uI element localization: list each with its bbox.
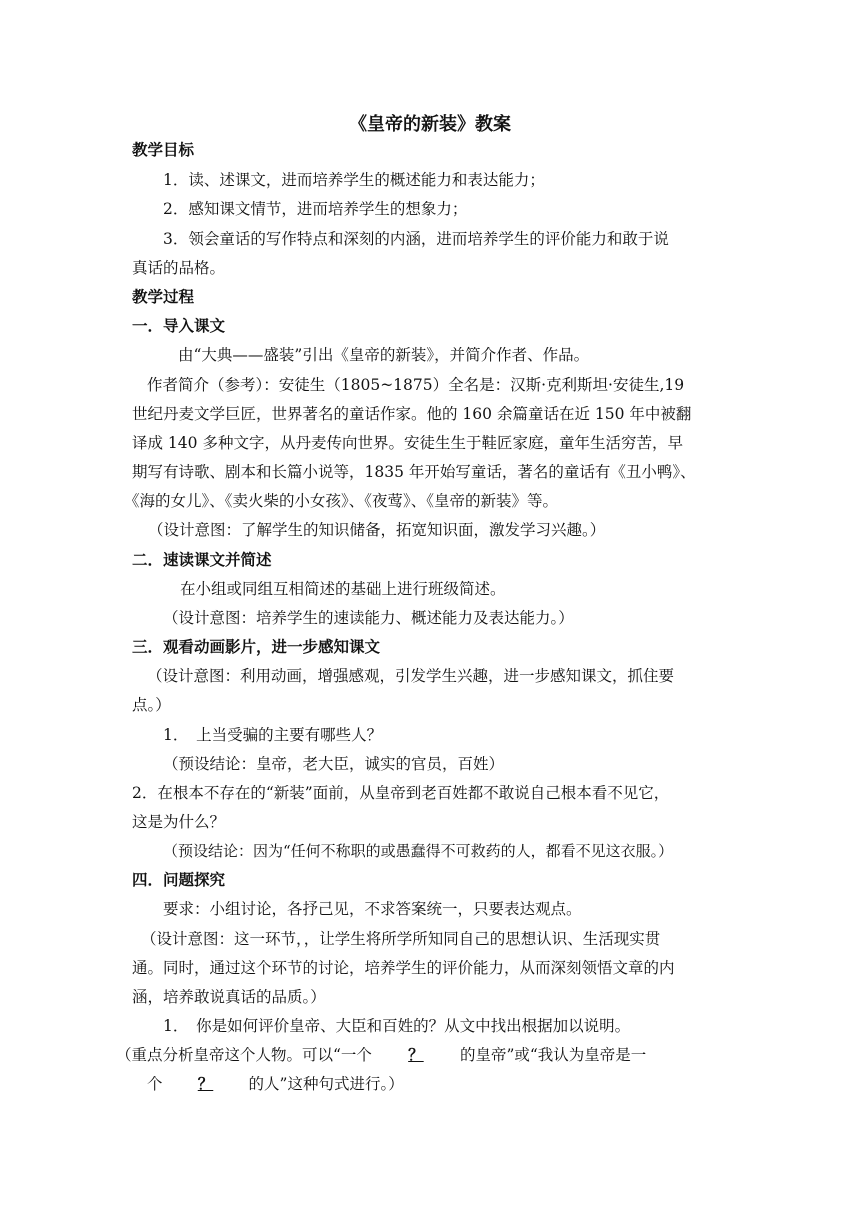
paragraph-line: 1．读、述课文，进而培养学生的概述能力和表达能力； — [163, 171, 545, 189]
text-segment: 的皇帝”或“我认为皇帝是一 — [459, 1046, 647, 1064]
paragraph-line: 真话的品格。 — [132, 259, 226, 277]
paragraph-line: 期写有诗歌、剧本和长篇小说等，1835 年开始写童话，著名的童话有《丑小鸭》、 — [132, 463, 696, 481]
fill-blank: ？ — [408, 1045, 424, 1064]
text-segment: （重点分析皇帝这个人物。可以“一个 — [116, 1046, 372, 1064]
section-heading: 二．速读课文并简述 — [132, 551, 272, 569]
section-heading: 三．观看动画影片，进一步感知课文 — [132, 638, 381, 656]
section-heading: 四．问题探究 — [132, 871, 226, 889]
paragraph-line: 作者简介（参考）：安徒生（1805~1875）全名是：汉斯·克利斯坦·安徒生,19 — [147, 376, 685, 394]
paragraph-line: （设计意图：培养学生的速读能力、概述能力及表达能力。） — [163, 609, 574, 627]
text-segment: 个 — [147, 1075, 163, 1093]
section-heading: 教学过程 — [132, 288, 195, 306]
paragraph-line — [147, 1074, 404, 1094]
list-item: 2．在根本不存在的“新装”面前，从皇帝到老百姓都不敢说自己根本看不见它， — [132, 784, 670, 802]
paragraph-line: 《海的女儿》、《卖火柴的小女孩》、《夜莺》、《皇帝的新装》等。 — [124, 492, 559, 510]
paragraph-line: 点。） — [132, 696, 171, 714]
fill-blank: ？ — [197, 1074, 214, 1093]
paragraph-line: （预设结论：皇帝，老大臣，诚实的官员，百姓） — [163, 755, 505, 773]
paragraph-line: 译成 140 多种文字，从丹麦传向世界。安徒生生于鞋匠家庭，童年生活穷苦，早 — [132, 434, 683, 452]
paragraph-line: 2．感知课文情节，进而培养学生的想象力； — [163, 200, 468, 218]
list-item: 1． 上当受骗的主要有哪些人？ — [163, 726, 383, 744]
text-segment: 的人”这种句式进行。） — [248, 1075, 404, 1093]
paragraph-line: 要求：小组讨论，各抒己见，不求答案统一，只要表达观点。 — [163, 900, 582, 918]
paragraph-line: 由“大典——盛装”引出《皇帝的新装》，并简介作者、作品。 — [178, 346, 590, 364]
paragraph-line: 3．领会童话的写作特点和深刻的内涵，进而培养学生的评价能力和敢于说 — [163, 230, 669, 248]
paragraph-line — [116, 1045, 646, 1065]
document-title: 《皇帝的新装》教案 — [349, 114, 511, 135]
paragraph-line: （设计意图：这一环节，，让学生将所学所知同自己的思想认识、生活现实贯 — [141, 930, 661, 948]
paragraph-line: （设计意图：利用动画，增强感观，引发学生兴趣，进一步感知课文，抓住要 — [147, 667, 675, 685]
paragraph-line: 通。同时，通过这个环节的讨论，培养学生的评价能力，从而深刻领悟文章的内 — [132, 959, 675, 977]
section-heading: 一．导入课文 — [132, 317, 226, 335]
paragraph-line: 这是为什么？ — [132, 813, 226, 831]
paragraph-line: （设计意图：了解学生的知识储备，拓宽知识面，激发学习兴趣。） — [148, 521, 606, 539]
paragraph-line: 涵，培养敢说真话的品质。） — [132, 988, 326, 1006]
paragraph-line: （预设结论：因为“任何不称职的或愚蠢得不可救药的人，都看不见这衣服。） — [163, 842, 674, 860]
paragraph-line: 世纪丹麦文学巨匠，世界著名的童话作家。他的 160 余篇童话在近 150 年中被翻 — [132, 405, 692, 423]
list-item: 1． 你是如何评价皇帝、大臣和百姓的？从文中找出根据加以说明。 — [163, 1017, 631, 1035]
section-heading: 教学目标 — [132, 141, 195, 159]
paragraph-line: 在小组或同组互相简述的基础上进行班级简述。 — [180, 580, 506, 598]
